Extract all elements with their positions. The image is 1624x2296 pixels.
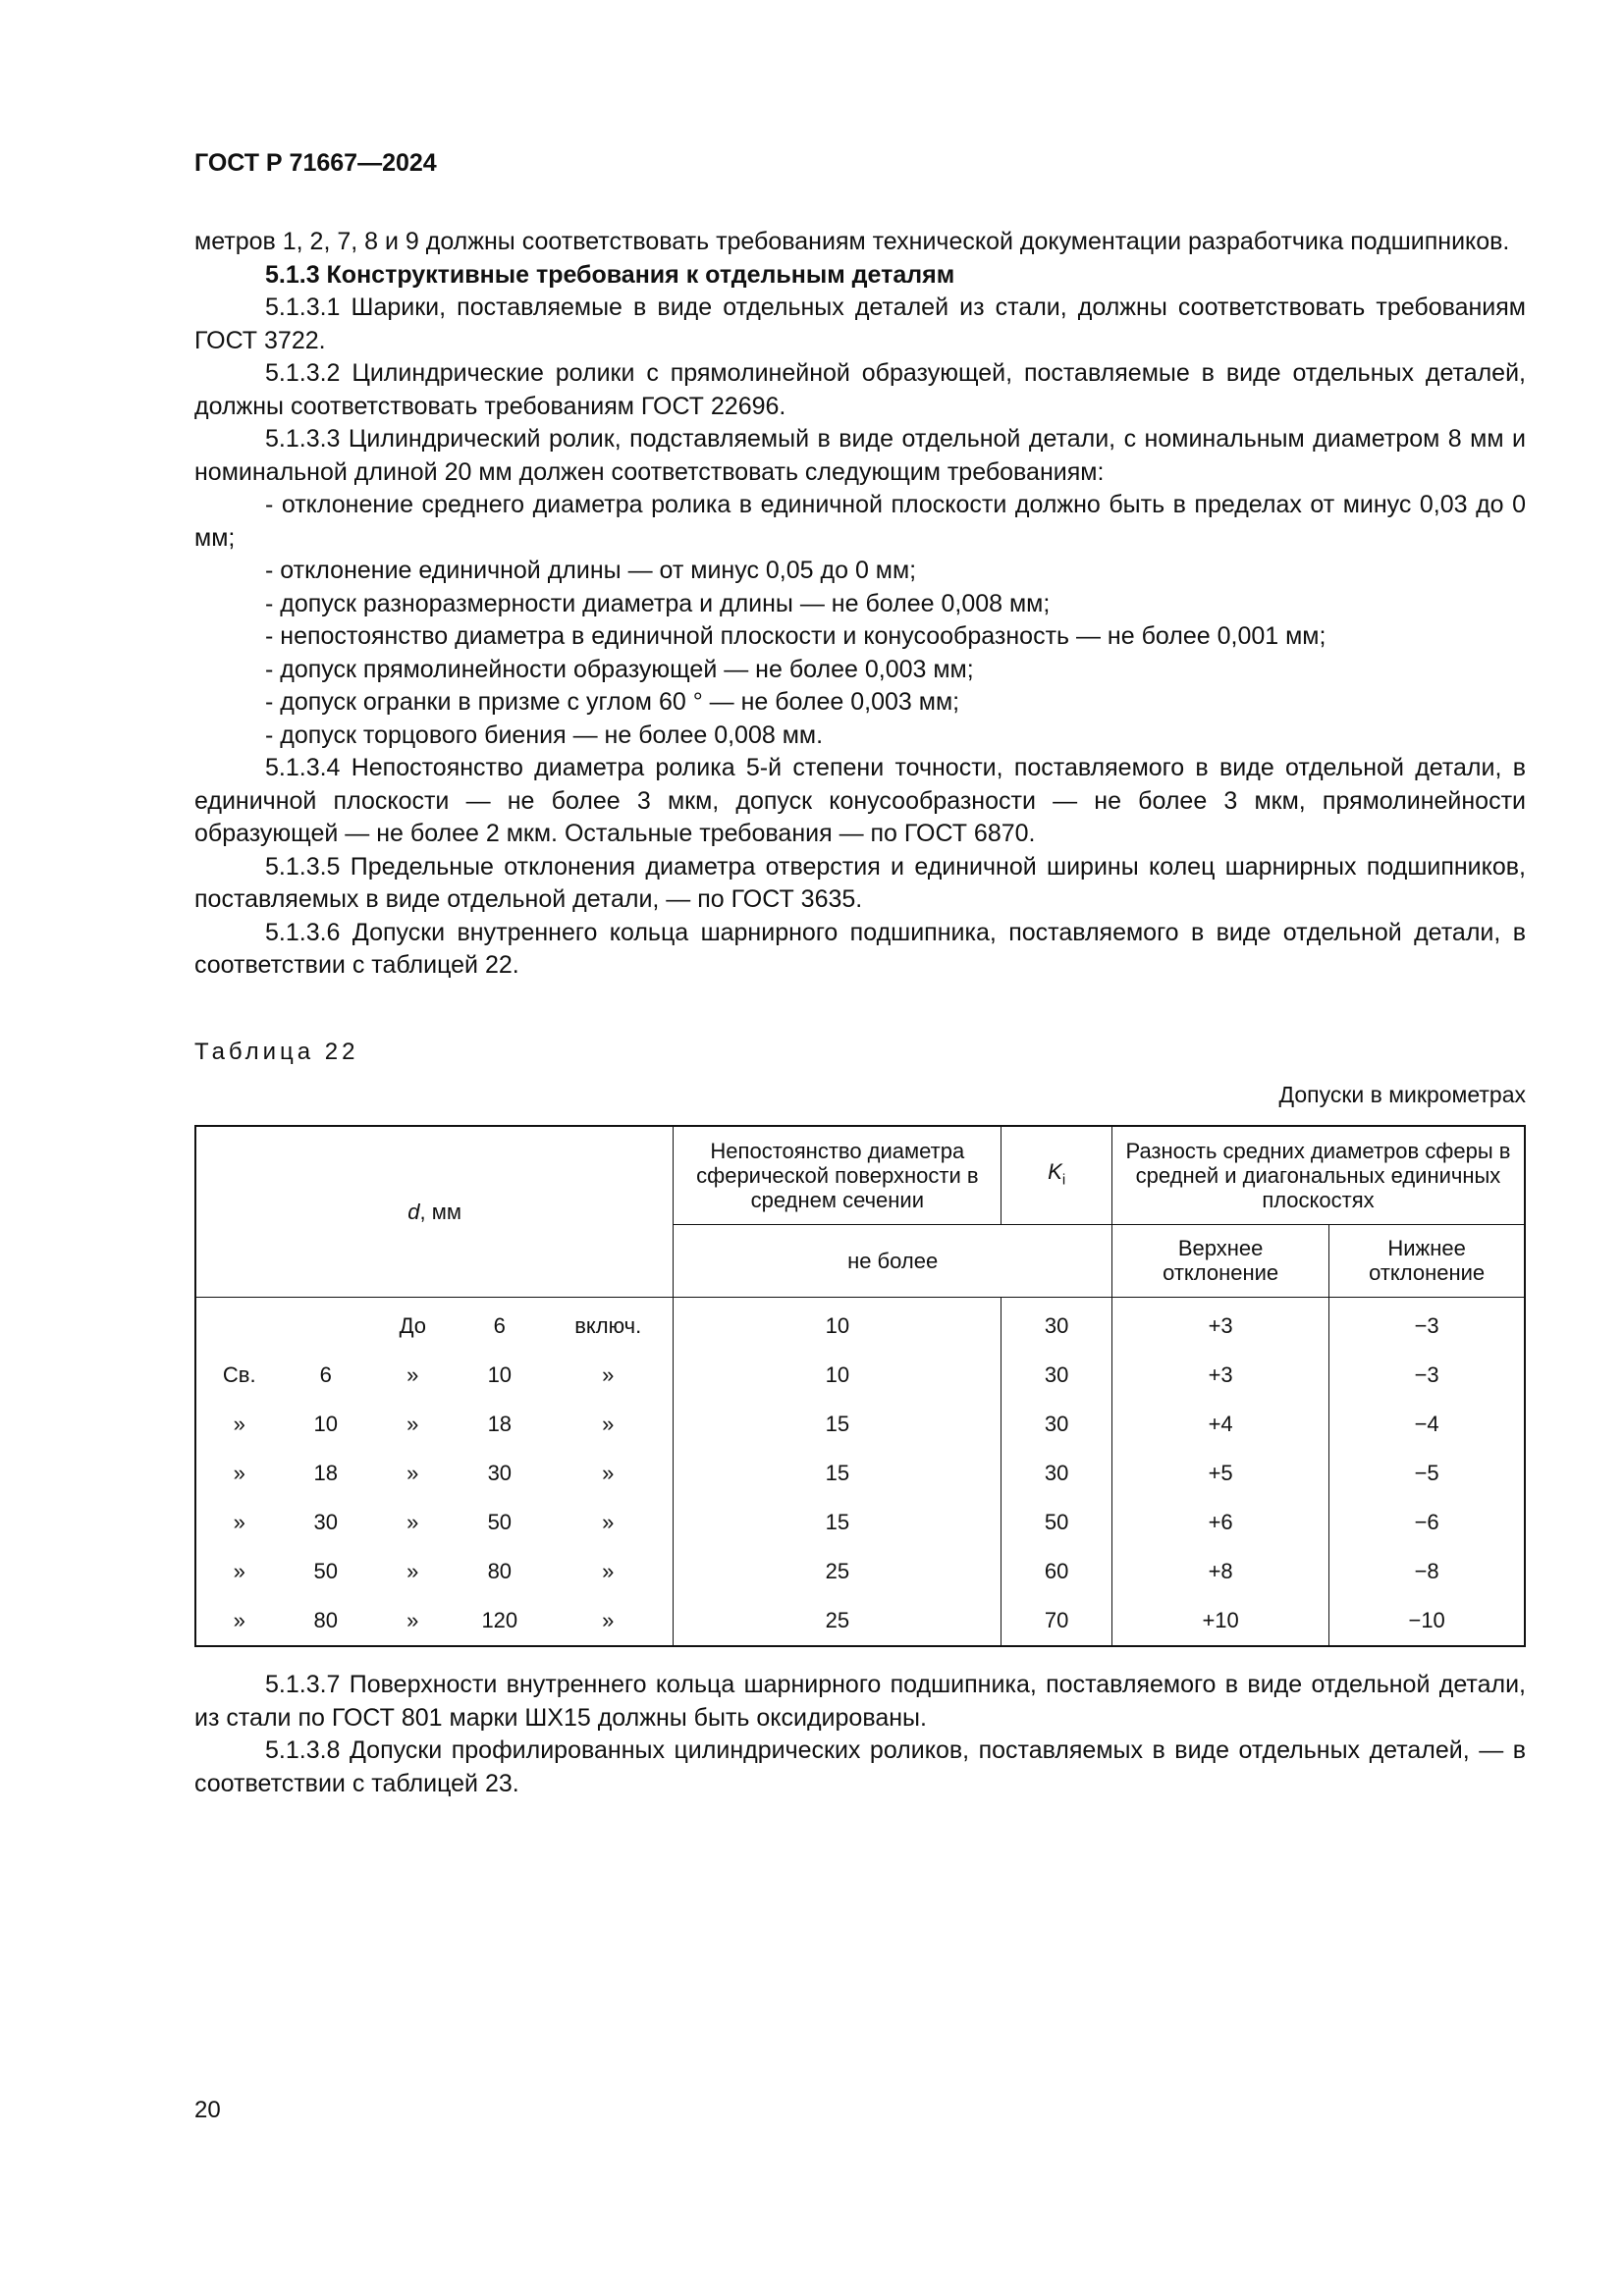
table-cell: »: [233, 1460, 245, 1485]
tolerance-table: [194, 1125, 1526, 1647]
table-cell: »: [406, 1558, 419, 1583]
table-cell: »: [406, 1509, 419, 1534]
header-upper: Верхнее отклонение: [1111, 1224, 1328, 1297]
table-row: [195, 1449, 1525, 1498]
table-cell: 30: [487, 1460, 513, 1485]
paragraph-5-1-3-8: 5.1.3.8 Допуски профилированных цилиндрических роликов, поставляемых в виде отдельных деталей, — в соответствии с таблицей 23.: [194, 1736, 1526, 1797]
table-row: [195, 1596, 1525, 1646]
table-cell: До: [399, 1312, 426, 1338]
header-diameter-difference: Разность средних диаметров сферы в средней и диагональных единичных плоскостях: [1111, 1126, 1525, 1224]
paragraph-5-1-3-5: 5.1.3.5 Предельные отклонения диаметра отверстия и единичной ширины колец шарнирных подшипников, поставляемых в виде отдельной детали, — по ГОСТ 3635.: [194, 852, 1526, 913]
table-cell: 10: [487, 1362, 513, 1387]
table-cell: −5: [1414, 1460, 1439, 1485]
table-cell: »: [233, 1411, 245, 1436]
table-cell: 15: [674, 1449, 1001, 1498]
table-cell: 10: [313, 1411, 339, 1436]
section-title: 5.1.3 Конструктивные требования к отдельным деталям: [265, 260, 955, 289]
header-ki-var: K: [1048, 1158, 1062, 1184]
body-text-after-table: [194, 1669, 1526, 1800]
table-cell: 25: [674, 1547, 1001, 1596]
table-cell: 50: [487, 1509, 513, 1534]
table-cell: 30: [1001, 1297, 1112, 1351]
table-cell: »: [543, 1449, 674, 1498]
table-cell: 10: [674, 1297, 1001, 1351]
table-cell: [283, 1297, 370, 1351]
list-item: - отклонение единичной длины — от минус 0,05 до 0 мм;: [265, 557, 917, 584]
list-item: - допуск прямолинейности образующей — не более 0,003 мм;: [265, 655, 974, 683]
list-item: - непостоянство диаметра в единичной плоскости и конусообразность — не более 0,001 мм;: [265, 622, 1326, 650]
table-cell: 50: [313, 1558, 339, 1583]
header-d: [195, 1126, 674, 1297]
header-nonconstancy: Непостоянство диаметра сферической поверхности в среднем сечении: [674, 1126, 1001, 1224]
table-cell: 6: [319, 1362, 332, 1387]
table-caption: Таблица 22: [194, 1039, 359, 1065]
header-lower: Нижнее отклонение: [1329, 1224, 1525, 1297]
table-row: [195, 1547, 1525, 1596]
table-cell: 25: [674, 1596, 1001, 1646]
table-cell: »: [406, 1607, 419, 1632]
table-cell: »: [543, 1596, 674, 1646]
table-cell: 15: [674, 1400, 1001, 1449]
table-cell: »: [233, 1509, 245, 1534]
table-cell: +3: [1111, 1351, 1328, 1400]
table-cell: 30: [1001, 1351, 1112, 1400]
table-cell: +8: [1111, 1547, 1328, 1596]
table-cell: 30: [1001, 1449, 1112, 1498]
table-cell: »: [543, 1547, 674, 1596]
header-ki-sub: i: [1061, 1170, 1066, 1188]
list-item: - допуск разноразмерности диаметра и длины — не более 0,008 мм;: [265, 589, 1051, 617]
table-units: Допуски в микрометрах: [1278, 1082, 1526, 1107]
table-cell: −4: [1414, 1411, 1439, 1436]
table-cell: 6: [493, 1312, 506, 1338]
table-cell: 70: [1001, 1596, 1112, 1646]
list-item: - допуск торцового биения — не более 0,008 мм.: [265, 721, 824, 749]
table-cell: Св.: [222, 1362, 256, 1387]
table-cell: 80: [487, 1558, 513, 1583]
table-cell: 15: [674, 1498, 1001, 1547]
table-cell: 18: [487, 1411, 513, 1436]
table-cell: »: [543, 1498, 674, 1547]
table-cell: 10: [674, 1351, 1001, 1400]
table-cell: 60: [1001, 1547, 1112, 1596]
table-cell: +10: [1111, 1596, 1328, 1646]
table-cell: −3: [1414, 1362, 1439, 1387]
table-cell: »: [406, 1362, 419, 1387]
paragraph-5-1-3-7: 5.1.3.7 Поверхности внутреннего кольца шарнирного подшипника, поставляемого в виде отдельной детали, из стали по ГОСТ 801 марки ШХ15 должны быть оксидированы.: [194, 1671, 1526, 1732]
table-cell: 18: [313, 1460, 339, 1485]
table-cell: »: [406, 1460, 419, 1485]
table-cell: »: [406, 1411, 419, 1436]
table-cell: включ.: [543, 1297, 674, 1351]
body-text: [194, 226, 1526, 983]
paragraph-5-1-3-4: 5.1.3.4 Непостоянство диаметра ролика 5-й степени точности, поставляемого в виде отдельной детали, в единичной плоскости — не более 3 мкм, допуск конусообразности — не более 3 мкм, прямолинейности образующей — не более 2 мкм. Остальные требования — по ГОСТ 6870.: [194, 754, 1526, 847]
list-item: - допуск огранки в призме с углом 60 ° — не более 0,003 мм;: [265, 688, 960, 716]
table-cell: +3: [1111, 1297, 1328, 1351]
table-row: [195, 1351, 1525, 1400]
table-cell: +6: [1111, 1498, 1328, 1547]
table-cell: −8: [1414, 1558, 1439, 1583]
table-cell: +5: [1111, 1449, 1328, 1498]
table-cell: »: [233, 1607, 245, 1632]
table-cell: 120: [481, 1607, 518, 1632]
header-d-unit: , мм: [419, 1199, 462, 1224]
header-not-more: не более: [674, 1224, 1112, 1297]
table-cell: −10: [1408, 1607, 1445, 1632]
table-cell: −6: [1414, 1509, 1439, 1534]
table-row: [195, 1400, 1525, 1449]
table-cell: 30: [313, 1509, 339, 1534]
paragraph-5-1-3-2: 5.1.3.2 Цилиндрические ролики с прямолинейной образующей, поставляемые в виде отдельных деталей, должны соответствовать требованиям ГОСТ 22696.: [194, 359, 1526, 420]
table-cell: »: [543, 1351, 674, 1400]
page-number: 20: [194, 2097, 221, 2123]
paragraph-intro: метров 1, 2, 7, 8 и 9 должны соответствовать требованиям технической документации разработчика подшипников.: [194, 228, 1510, 255]
table-cell: »: [543, 1400, 674, 1449]
table-cell: 30: [1001, 1400, 1112, 1449]
table-row: [195, 1297, 1525, 1351]
table-cell: 80: [313, 1607, 339, 1632]
table-cell: [195, 1297, 283, 1351]
table-cell: +4: [1111, 1400, 1328, 1449]
paragraph-5-1-3-1: 5.1.3.1 Шарики, поставляемые в виде отдельных деталей из стали, должны соответствовать требованиям ГОСТ 3722.: [194, 294, 1526, 354]
document-header: ГОСТ Р 71667—2024: [194, 149, 437, 177]
table-cell: 50: [1001, 1498, 1112, 1547]
table-cell: −3: [1414, 1312, 1439, 1338]
paragraph-5-1-3-3: 5.1.3.3 Цилиндрический ролик, подставляемый в виде отдельной детали, с номинальным диаметром 8 мм и номинальной длиной 20 мм должен соответствовать следующим требованиям:: [194, 425, 1526, 486]
table-cell: »: [233, 1558, 245, 1583]
paragraph-5-1-3-6: 5.1.3.6 Допуски внутреннего кольца шарнирного подшипника, поставляемого в виде отдельной детали, в соответствии с таблицей 22.: [194, 918, 1526, 979]
header-d-var: d: [407, 1199, 420, 1224]
table-row: [195, 1498, 1525, 1547]
header-ki: [1001, 1126, 1112, 1224]
list-item: - отклонение среднего диаметра ролика в единичной плоскости должно быть в пределах от минус 0,03 до 0 мм;: [194, 491, 1526, 552]
